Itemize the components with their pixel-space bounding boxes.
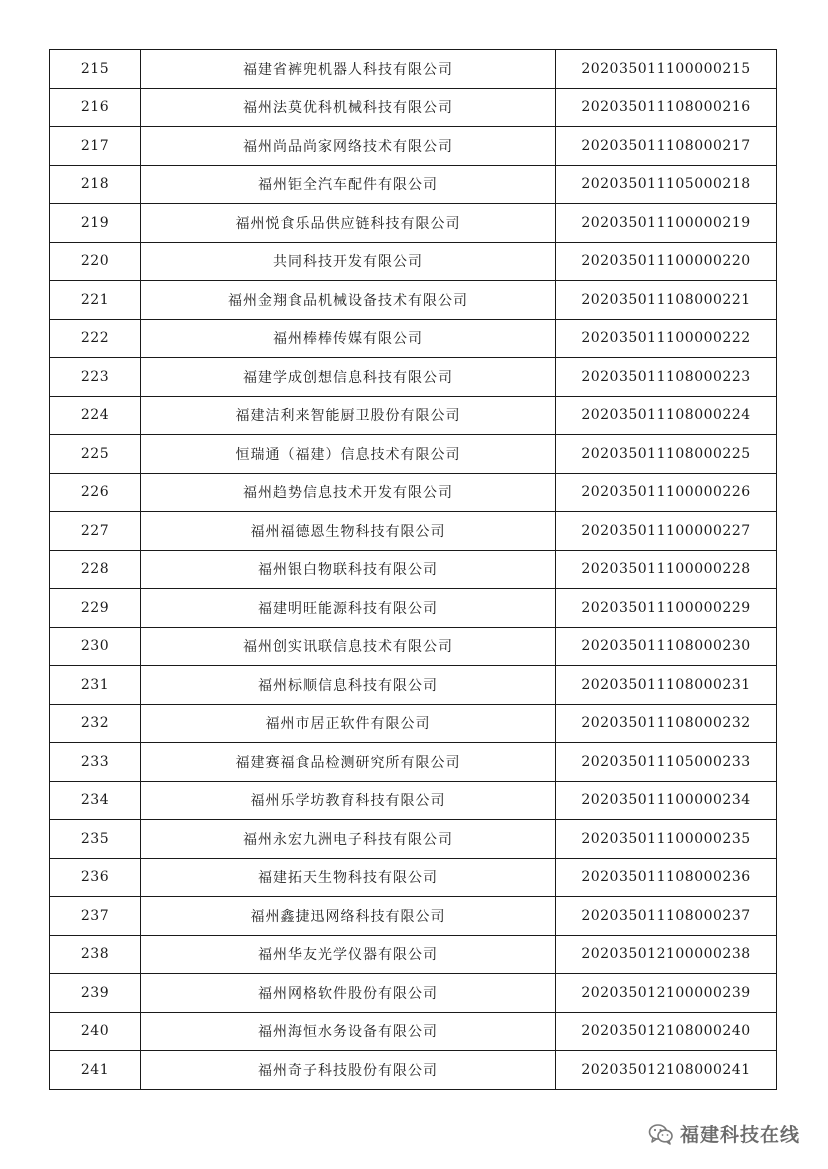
company-name-cell: 福州银白物联科技有限公司 xyxy=(141,550,556,589)
registration-code-cell: 202035011108000231 xyxy=(556,666,777,705)
table-row xyxy=(50,704,777,743)
table-row xyxy=(50,589,777,628)
row-number-cell: 225 xyxy=(50,435,141,474)
table-row xyxy=(50,820,777,859)
row-number-cell: 232 xyxy=(50,704,141,743)
company-name-cell: 福州市居正软件有限公司 xyxy=(141,704,556,743)
company-table xyxy=(49,49,777,1090)
row-number-cell: 238 xyxy=(50,935,141,974)
row-number-cell: 240 xyxy=(50,1012,141,1051)
company-name-cell: 恒瑞通（福建）信息技术有限公司 xyxy=(141,435,556,474)
table-row xyxy=(50,435,777,474)
company-name-cell: 福州钜全汽车配件有限公司 xyxy=(141,165,556,204)
company-name-cell: 福州网格软件股份有限公司 xyxy=(141,974,556,1013)
row-number-cell: 228 xyxy=(50,550,141,589)
company-table-container xyxy=(49,49,776,1090)
row-number-cell: 229 xyxy=(50,589,141,628)
company-name-cell: 福州华友光学仪器有限公司 xyxy=(141,935,556,974)
row-number-cell: 237 xyxy=(50,897,141,936)
table-row xyxy=(50,281,777,320)
registration-code-cell: 202035011108000230 xyxy=(556,627,777,666)
table-row xyxy=(50,50,777,89)
registration-code-cell: 202035011108000224 xyxy=(556,396,777,435)
row-number-cell: 222 xyxy=(50,319,141,358)
row-number-cell: 235 xyxy=(50,820,141,859)
row-number-cell: 236 xyxy=(50,858,141,897)
table-row xyxy=(50,358,777,397)
company-name-cell: 福州金翔食品机械设备技术有限公司 xyxy=(141,281,556,320)
company-name-cell: 福州鑫捷迅网络科技有限公司 xyxy=(141,897,556,936)
company-name-cell: 福州棒棒传媒有限公司 xyxy=(141,319,556,358)
row-number-cell: 218 xyxy=(50,165,141,204)
company-name-cell: 福州标顺信息科技有限公司 xyxy=(141,666,556,705)
company-name-cell: 福州福德恩生物科技有限公司 xyxy=(141,512,556,551)
registration-code-cell: 202035011100000234 xyxy=(556,781,777,820)
table-row xyxy=(50,396,777,435)
registration-code-cell: 202035011105000233 xyxy=(556,743,777,782)
company-name-cell: 福州永宏九洲电子科技有限公司 xyxy=(141,820,556,859)
registration-code-cell: 202035012100000238 xyxy=(556,935,777,974)
registration-code-cell: 202035011108000237 xyxy=(556,897,777,936)
table-row xyxy=(50,204,777,243)
company-name-cell: 福建拓天生物科技有限公司 xyxy=(141,858,556,897)
row-number-cell: 227 xyxy=(50,512,141,551)
table-row xyxy=(50,319,777,358)
registration-code-cell: 202035011108000223 xyxy=(556,358,777,397)
table-row xyxy=(50,743,777,782)
table-row xyxy=(50,127,777,166)
company-name-cell: 福建省裤兜机器人科技有限公司 xyxy=(141,50,556,89)
table-row xyxy=(50,666,777,705)
registration-code-cell: 202035011100000219 xyxy=(556,204,777,243)
registration-code-cell: 202035012108000240 xyxy=(556,1012,777,1051)
registration-code-cell: 202035011105000218 xyxy=(556,165,777,204)
watermark xyxy=(648,1120,800,1147)
registration-code-cell: 202035011100000227 xyxy=(556,512,777,551)
registration-code-cell: 202035012108000241 xyxy=(556,1051,777,1090)
company-name-cell: 福州尚品尚家网络技术有限公司 xyxy=(141,127,556,166)
table-row xyxy=(50,473,777,512)
registration-code-cell: 202035011100000226 xyxy=(556,473,777,512)
table-row xyxy=(50,512,777,551)
row-number-cell: 219 xyxy=(50,204,141,243)
registration-code-cell: 202035011108000217 xyxy=(556,127,777,166)
company-name-cell: 福州法莫优科机械科技有限公司 xyxy=(141,88,556,127)
watermark-text: 福建科技在线 xyxy=(679,1124,800,1146)
company-name-cell: 福建明旺能源科技有限公司 xyxy=(141,589,556,628)
company-name-cell: 福州创实讯联信息技术有限公司 xyxy=(141,627,556,666)
row-number-cell: 233 xyxy=(50,743,141,782)
table-row xyxy=(50,1051,777,1090)
registration-code-cell: 202035011100000229 xyxy=(556,589,777,628)
company-name-cell: 福建学成创想信息科技有限公司 xyxy=(141,358,556,397)
registration-code-cell: 202035011108000232 xyxy=(556,704,777,743)
wechat-icon xyxy=(648,1123,674,1145)
row-number-cell: 226 xyxy=(50,473,141,512)
row-number-cell: 230 xyxy=(50,627,141,666)
company-name-cell: 福州悦食乐品供应链科技有限公司 xyxy=(141,204,556,243)
registration-code-cell: 202035011108000236 xyxy=(556,858,777,897)
registration-code-cell: 202035011100000235 xyxy=(556,820,777,859)
row-number-cell: 234 xyxy=(50,781,141,820)
row-number-cell: 221 xyxy=(50,281,141,320)
company-name-cell: 福州趋势信息技术开发有限公司 xyxy=(141,473,556,512)
company-name-cell: 福州海恒水务设备有限公司 xyxy=(141,1012,556,1051)
table-row xyxy=(50,550,777,589)
registration-code-cell: 202035011100000215 xyxy=(556,50,777,89)
row-number-cell: 216 xyxy=(50,88,141,127)
row-number-cell: 231 xyxy=(50,666,141,705)
company-name-cell: 福建洁利来智能厨卫股份有限公司 xyxy=(141,396,556,435)
row-number-cell: 239 xyxy=(50,974,141,1013)
table-body xyxy=(50,50,777,1090)
table-row xyxy=(50,1012,777,1051)
table-row xyxy=(50,627,777,666)
company-name-cell: 福建赛福食品检测研究所有限公司 xyxy=(141,743,556,782)
company-name-cell: 福州奇子科技股份有限公司 xyxy=(141,1051,556,1090)
row-number-cell: 217 xyxy=(50,127,141,166)
row-number-cell: 215 xyxy=(50,50,141,89)
registration-code-cell: 202035011108000216 xyxy=(556,88,777,127)
table-row xyxy=(50,88,777,127)
table-row xyxy=(50,858,777,897)
row-number-cell: 223 xyxy=(50,358,141,397)
row-number-cell: 241 xyxy=(50,1051,141,1090)
table-row xyxy=(50,974,777,1013)
registration-code-cell: 202035011100000228 xyxy=(556,550,777,589)
table-row xyxy=(50,781,777,820)
table-row xyxy=(50,935,777,974)
table-row xyxy=(50,897,777,936)
registration-code-cell: 202035011100000220 xyxy=(556,242,777,281)
row-number-cell: 220 xyxy=(50,242,141,281)
company-name-cell: 共同科技开发有限公司 xyxy=(141,242,556,281)
table-row xyxy=(50,242,777,281)
registration-code-cell: 202035012100000239 xyxy=(556,974,777,1013)
registration-code-cell: 202035011100000222 xyxy=(556,319,777,358)
registration-code-cell: 202035011108000225 xyxy=(556,435,777,474)
row-number-cell: 224 xyxy=(50,396,141,435)
registration-code-cell: 202035011108000221 xyxy=(556,281,777,320)
table-row xyxy=(50,165,777,204)
company-name-cell: 福州乐学坊教育科技有限公司 xyxy=(141,781,556,820)
